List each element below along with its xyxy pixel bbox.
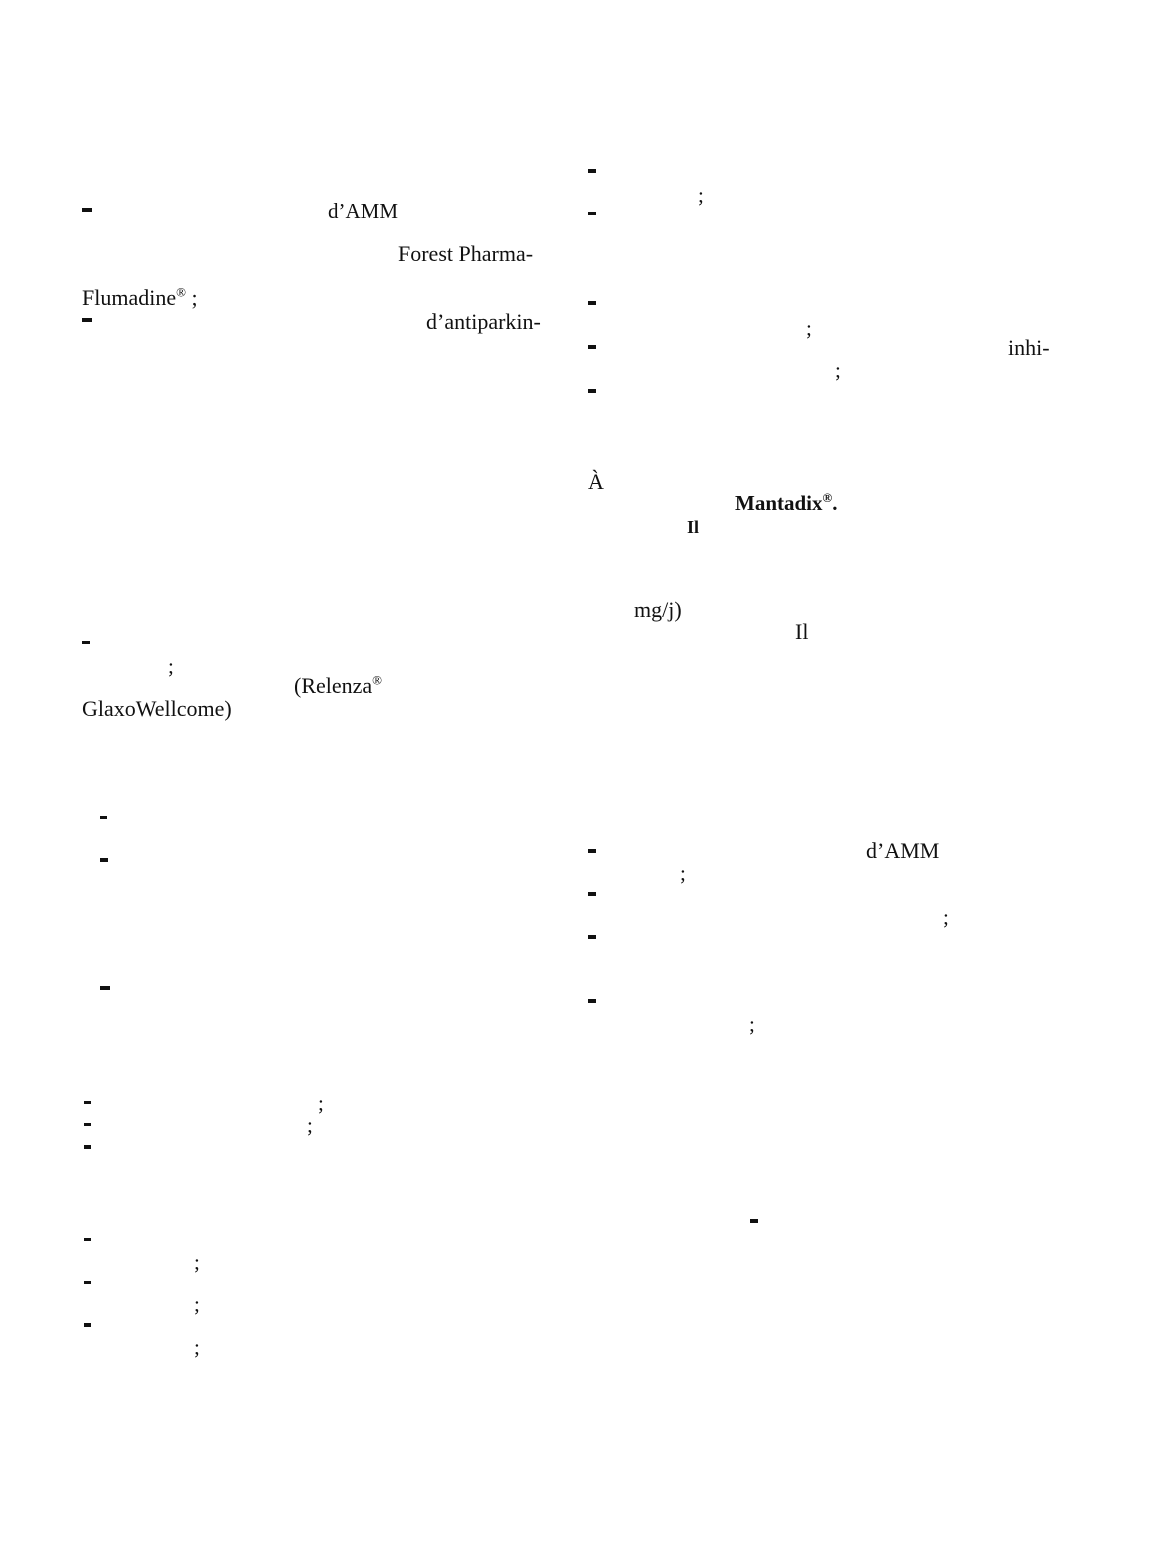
semicolon: ;: [318, 1091, 324, 1115]
bullet-dash: [588, 999, 596, 1003]
text-relenza: [294, 672, 383, 698]
semicolon: ;: [194, 1250, 200, 1274]
bullet-dash: [84, 1101, 91, 1104]
period: .: [832, 491, 838, 515]
text-mantadix: [735, 490, 838, 515]
bullet-dash: [100, 858, 108, 862]
bullet-dash: [84, 1123, 91, 1126]
text-a-grave: À: [588, 469, 604, 494]
bullet-dash: [82, 208, 92, 212]
text-flumadine: [82, 284, 198, 310]
text-inhi: inhi-: [1008, 335, 1050, 360]
bullet-dash: [588, 389, 596, 393]
bullet-dash: [84, 1238, 91, 1241]
semicolon: ;: [194, 1335, 200, 1359]
text-glaxowellcome: GlaxoWellcome): [82, 696, 232, 721]
text-il-bold: Il: [687, 517, 700, 537]
bullet-dash: [100, 816, 107, 819]
bullet-dash: [588, 345, 596, 349]
bullet-dash: [588, 169, 596, 173]
text-mg-per-day: mg/j): [634, 597, 682, 622]
text-il: Il: [795, 619, 809, 644]
bullet-dash: [588, 935, 596, 939]
semicolon: ;: [698, 183, 704, 207]
bullet-dash: [588, 849, 596, 853]
semicolon: ;: [806, 316, 812, 340]
bullet-dash: [82, 641, 90, 644]
text-damm-right: d’AMM: [866, 838, 940, 863]
registered-mark: ®: [822, 490, 833, 505]
bullet-dash: [588, 892, 596, 896]
bullet-dash: [82, 318, 92, 322]
mantadix-name: Mantadix: [735, 491, 823, 515]
bullet-dash: [588, 301, 596, 305]
text-forest-pharma: Forest Pharma-: [398, 241, 534, 266]
semicolon: ;: [307, 1113, 313, 1137]
semicolon: ;: [680, 861, 686, 885]
semicolon: ;: [943, 905, 949, 929]
semicolon: ;: [194, 1292, 200, 1316]
bullet-dash: [750, 1219, 758, 1223]
bullet-dash: [588, 212, 596, 215]
registered-mark: ®: [372, 672, 383, 688]
semicolon: ;: [749, 1012, 755, 1036]
flumadine-name: Flumadine: [82, 285, 177, 310]
bullet-dash: [84, 1281, 91, 1284]
registered-mark: ®: [176, 284, 186, 300]
relenza-name: (Relenza: [294, 673, 373, 698]
semicolon: ;: [191, 285, 198, 310]
bullet-dash: [84, 1145, 91, 1149]
bullet-dash: [84, 1323, 91, 1327]
semicolon: ;: [835, 358, 841, 382]
bullet-dash: [100, 986, 110, 990]
text-damm: d’AMM: [328, 199, 399, 223]
semicolon: ;: [168, 654, 174, 678]
text-antiparkin: d’antiparkin-: [426, 309, 541, 334]
